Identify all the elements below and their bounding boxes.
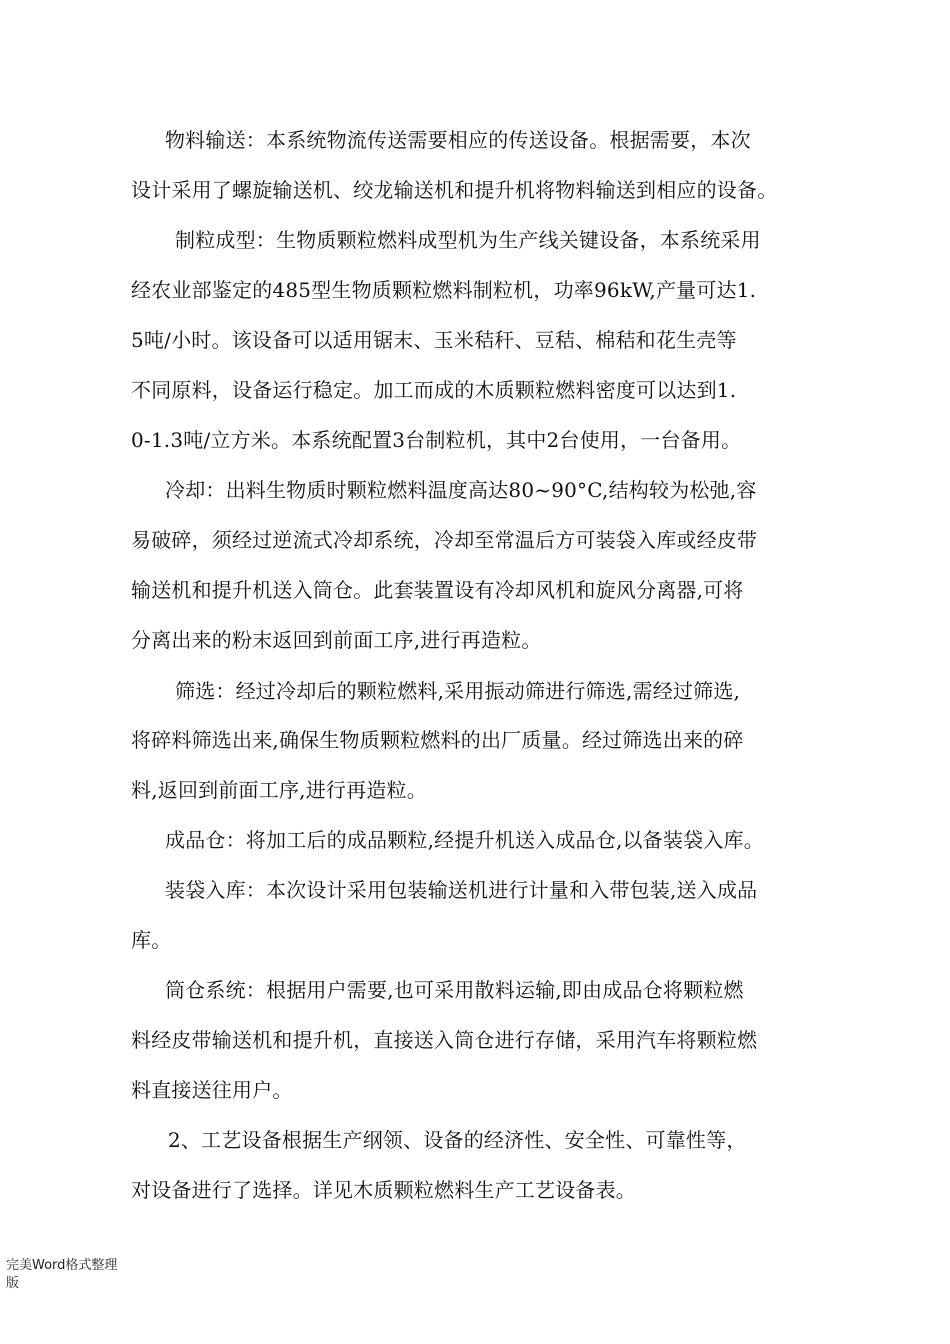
footer-text-line2: 版 <box>6 1276 20 1291</box>
paragraph-line: 筛选：经过冷却后的颗粒燃料,采用振动筛进行筛选,需经过筛选, <box>175 679 741 703</box>
paragraph-line: 料,返回到前面工序,进行再造粒。 <box>131 778 427 802</box>
paragraph-line: 不同原料，设备运行稳定。加工而成的木质颗粒燃料密度可以达到1. <box>131 378 737 402</box>
paragraph-line: 2、工艺设备根据生产纲领、设备的经济性、安全性、可靠性等， <box>168 1128 747 1152</box>
paragraph-line: 料直接送往用户。 <box>131 1078 293 1102</box>
paragraph-line: 制粒成型：生物质颗粒燃料成型机为生产线关键设备，本系统采用 <box>175 228 761 252</box>
paragraph-line: 输送机和提升机送入筒仓。此套装置设有冷却风机和旋风分离器,可将 <box>131 578 744 602</box>
paragraph-line: 经农业部鉴定的485型生物质颗粒燃料制粒机，功率96kW,产量可达1. <box>131 278 757 302</box>
paragraph-line: 冷却：出料生物质时颗粒燃料温度高达80~90°C,结构较为松弛,容 <box>165 478 757 502</box>
paragraph-line: 0-1.3吨/立方米。本系统配置3台制粒机，其中2台使用，一台备用。 <box>131 428 742 452</box>
paragraph-line: 装袋入库：本次设计采用包装输送机进行计量和入带包装,送入成品 <box>165 878 758 902</box>
paragraph-line: 5吨/小时。该设备可以适用锯末、玉米秸秆、豆秸、棉秸和花生壳等 <box>131 328 737 352</box>
paragraph-line: 将碎料筛选出来,确保生物质颗粒燃料的出厂质量。经过筛选出来的碎 <box>131 728 744 752</box>
paragraph-line: 分离出来的粉末返回到前面工序,进行再造粒。 <box>131 628 542 652</box>
paragraph-line: 料经皮带输送机和提升机，直接送入筒仓进行存储，采用汽车将颗粒燃 <box>131 1028 758 1052</box>
paragraph-line: 成品仓：将加工后的成品颗粒,经提升机送入成品仓,以备装袋入库。 <box>165 828 764 852</box>
footer-text-line1: 完美Word格式整理 <box>6 1258 118 1273</box>
paragraph-line: 易破碎，须经过逆流式冷却系统，冷却至常温后方可装袋入库或经皮带 <box>131 528 758 552</box>
paragraph-line: 对设备进行了选择。详见木质颗粒燃料生产工艺设备表。 <box>131 1178 636 1202</box>
paragraph-line: 库。 <box>131 928 172 952</box>
paragraph-line: 筒仓系统：根据用户需要,也可采用散料运输,即由成品仓将颗粒燃 <box>165 978 744 1002</box>
paragraph-line: 物料输送：本系统物流传送需要相应的传送设备。根据需要，本次 <box>165 128 751 152</box>
paragraph-line: 设计采用了螺旋输送机、绞龙输送机和提升机将物料输送到相应的设备。 <box>131 178 778 202</box>
